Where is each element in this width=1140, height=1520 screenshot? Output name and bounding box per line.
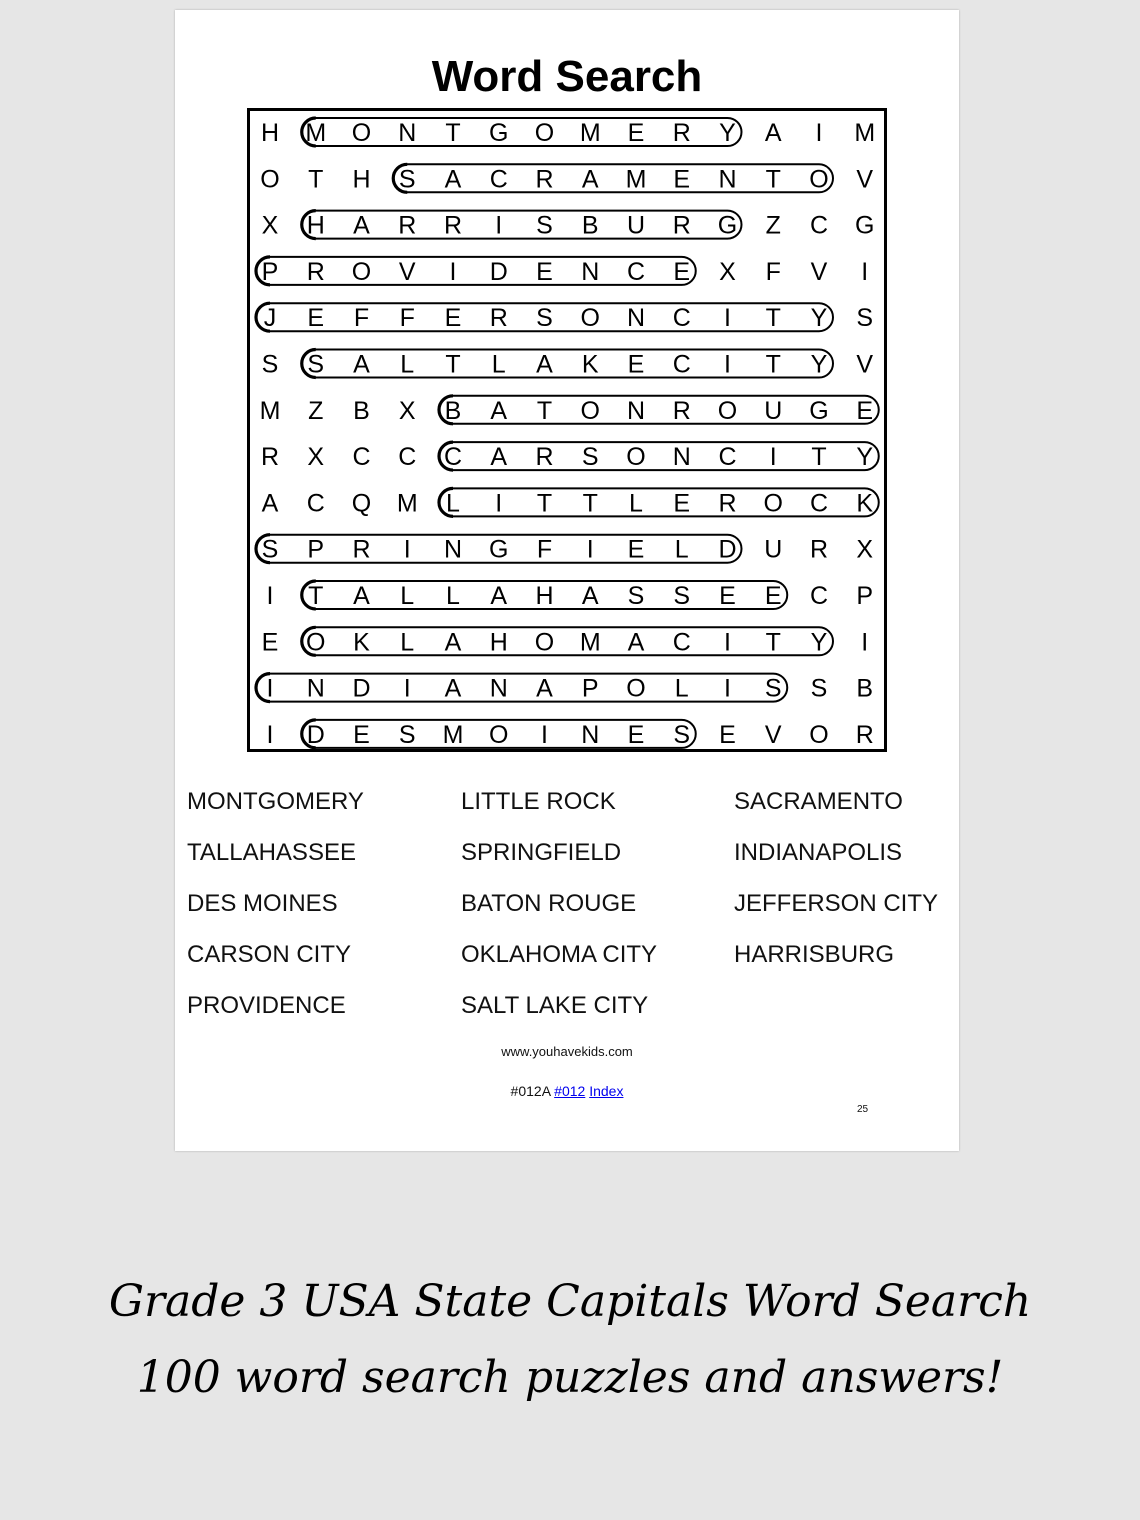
grid-letter: U	[764, 396, 783, 425]
grid-canvas	[247, 108, 887, 752]
site-url: www.youhavekids.com	[501, 1044, 633, 1059]
answer-ring	[302, 350, 833, 378]
word-list-item: INDIANAPOLIS	[734, 839, 903, 866]
grid-letter: L	[674, 535, 689, 564]
grid-letter: E	[764, 582, 782, 610]
grid-letter: O	[763, 489, 783, 518]
grid-letter: Q	[351, 489, 372, 518]
grid-letter: R	[352, 535, 371, 564]
word-list-item: DES MOINES	[187, 890, 338, 917]
grid-letter: O	[809, 165, 829, 194]
grid-letter: E	[536, 257, 553, 286]
grid-letter: S	[398, 720, 416, 749]
grid-letter: R	[306, 257, 325, 286]
grid-letter: A	[353, 582, 370, 610]
grid-letter: O	[534, 628, 555, 657]
grid-letter: I	[495, 211, 503, 240]
grid-letter: B	[581, 211, 599, 240]
grid-letter: X	[856, 535, 874, 564]
grid-letter: I	[724, 628, 731, 657]
grid-letter: V	[856, 165, 874, 194]
grid-letter: P	[307, 535, 325, 564]
grid-letter: R	[809, 535, 829, 564]
grid-letter: F	[536, 535, 553, 564]
word-list-item: SACRAMENTO	[734, 788, 903, 815]
word-list-item: SPRINGFIELD	[461, 839, 622, 866]
grid-letter: A	[261, 489, 279, 518]
grid-letter: Y	[719, 119, 736, 147]
grid-letter: F	[353, 304, 370, 333]
grid-letter: M	[259, 396, 281, 425]
grid-letter: B	[444, 396, 462, 425]
grid-letter: E	[627, 350, 645, 379]
grid-letter: Y	[810, 304, 828, 333]
grid-letter: A	[444, 165, 462, 194]
grid-letter: H	[489, 628, 508, 657]
grid-letter: S	[673, 582, 691, 610]
word-list-item: CARSON CITY	[187, 941, 352, 968]
grid-letter: E	[673, 489, 691, 518]
grid-letter: R	[855, 720, 874, 749]
word-list-item: TALLAHASSEE	[187, 839, 356, 866]
grid-letter: N	[626, 396, 646, 425]
index-link[interactable]: Index	[589, 1083, 624, 1099]
grid-letter: S	[627, 582, 645, 610]
grid-letter: R	[260, 443, 280, 472]
grid-letter: E	[261, 628, 279, 657]
grid-letter: O	[351, 119, 372, 147]
grid-letter: O	[580, 304, 600, 333]
grid-letter: Z	[765, 211, 781, 240]
grid-letter: C	[489, 165, 508, 194]
grid-letter: N	[306, 674, 325, 703]
grid-letter: R	[718, 489, 737, 518]
grid-letter: L	[400, 350, 415, 379]
grid-letter: D	[306, 720, 325, 749]
grid-letter: K	[581, 350, 599, 379]
word-list-item: LITTLE ROCK	[461, 788, 616, 815]
word-list	[187, 776, 957, 1036]
answer-ring	[302, 627, 833, 655]
grid-letter: E	[353, 720, 370, 749]
grid-letter: E	[444, 304, 462, 333]
grid-letter: P	[856, 582, 874, 610]
grid-letter: E	[307, 304, 325, 333]
grid-letter: A	[444, 628, 462, 657]
grid-letter: G	[855, 211, 875, 240]
grid-letter: I	[724, 304, 731, 333]
page-title: Word Search	[431, 52, 703, 101]
answer-ring	[256, 674, 787, 702]
grid-letter: T	[308, 582, 324, 610]
caption-line-2: 100 word search puzzles and answers!	[136, 1352, 1004, 1403]
word-list-item: JEFFERSON CITY	[734, 890, 939, 917]
grid-letter: C	[672, 304, 691, 333]
grid-letter: M	[579, 628, 601, 657]
grid-letter: M	[396, 489, 418, 518]
grid-letter: E	[627, 119, 645, 147]
word-list-item: OKLAHOMA CITY	[461, 941, 658, 968]
grid-letter: I	[449, 257, 457, 286]
grid-letter: F	[765, 257, 781, 286]
grid-letter: A	[444, 674, 462, 703]
grid-letter: H	[306, 211, 325, 240]
grid-letter: O	[626, 674, 646, 703]
grid-letter: S	[856, 304, 874, 333]
grid-letter: I	[266, 720, 274, 749]
grid-letter: C	[352, 443, 371, 472]
grid-letter: T	[308, 165, 324, 194]
grid-letter: N	[718, 165, 737, 194]
grid-letter: A	[581, 582, 599, 610]
grid-letter: I	[586, 535, 594, 564]
grid-letter: C	[672, 628, 691, 657]
grid-letter: O	[809, 720, 829, 749]
grid-letter: M	[305, 119, 327, 147]
grid-letter: U	[764, 535, 783, 564]
grid-letter: J	[263, 304, 277, 333]
grid-letter: E	[673, 165, 691, 194]
grid-letter: L	[446, 489, 460, 518]
grid-letter: E	[856, 396, 874, 425]
grid-letter: A	[581, 165, 599, 194]
grid-letter: B	[353, 396, 370, 425]
page-number: 25	[857, 1104, 869, 1115]
grid-letter: H	[352, 165, 371, 194]
grid-letter: N	[581, 257, 600, 286]
grid-letter: K	[353, 628, 370, 657]
grid-letter: A	[536, 674, 553, 703]
grid-letter: E	[719, 582, 736, 610]
grid-letter: T	[536, 396, 553, 425]
grid-letter: C	[398, 443, 417, 472]
grid-letter: X	[261, 211, 279, 240]
grid-letter: M	[854, 119, 876, 147]
grid-letter: S	[810, 674, 828, 703]
grid-letter: R	[535, 443, 554, 472]
grid-letter: I	[266, 674, 274, 703]
grid-letter: A	[490, 396, 508, 425]
grid-letter: C	[443, 443, 463, 472]
word-list-item: HARRISBURG	[734, 941, 895, 968]
grid-letter: T	[765, 165, 781, 194]
worksheet-page	[175, 10, 959, 1151]
grid-letter: I	[724, 350, 731, 379]
grid-letter: D	[352, 674, 371, 703]
grid-letter: G	[809, 396, 829, 425]
grid-letter: S	[307, 350, 325, 379]
grid-letter: S	[673, 720, 691, 749]
grid-letter: H	[535, 582, 554, 610]
puzzle-link[interactable]: #012	[554, 1083, 586, 1099]
grid-letter: E	[627, 535, 645, 564]
grid-letter: L	[674, 674, 689, 703]
grid-letter: Y	[810, 628, 828, 657]
grid-letter: L	[629, 489, 643, 518]
caption-line-1: Grade 3 USA State Capitals Word Search	[108, 1276, 1032, 1327]
grid-letter: D	[489, 257, 508, 286]
grid-letter: N	[581, 720, 600, 749]
grid-letter: F	[399, 304, 415, 333]
grid-letter: R	[398, 211, 417, 240]
grid-letter: N	[672, 443, 691, 472]
grid-letter: I	[495, 489, 503, 518]
grid-letter: I	[541, 720, 548, 749]
grid-letter: S	[536, 211, 553, 240]
grid-letter: M	[625, 165, 647, 194]
grid-letter: T	[536, 489, 553, 518]
grid-letter: N	[443, 535, 463, 564]
grid-letter: Y	[810, 350, 828, 379]
grid-letter: R	[672, 396, 691, 425]
grid-letter: A	[353, 350, 370, 379]
grid-letter: L	[491, 350, 506, 379]
grid-letter: C	[626, 257, 646, 286]
grid-letter: S	[261, 350, 279, 379]
grid-letter: T	[582, 489, 598, 518]
grid-letter: K	[856, 489, 874, 518]
grid-letter: A	[490, 582, 508, 610]
grid-letter: L	[400, 582, 415, 610]
grid-letter: R	[672, 119, 691, 147]
grid-letter: O	[306, 628, 326, 657]
grid-letter: P	[261, 257, 279, 286]
grid-letter: C	[306, 489, 325, 518]
grid-letter: I	[403, 674, 411, 703]
grid-letter: A	[764, 119, 782, 147]
footer-nav	[175, 1083, 959, 1099]
word-search-grid	[247, 108, 887, 752]
grid-letter: L	[446, 582, 460, 610]
grid-letter: R	[672, 211, 691, 240]
grid-letter: C	[809, 582, 829, 610]
grid-letter: I	[861, 628, 869, 657]
grid-letter: L	[400, 628, 415, 657]
grid-letter: G	[717, 211, 738, 240]
grid-letter: I	[266, 582, 274, 610]
grid-letter: T	[765, 350, 781, 379]
grid-letter: T	[765, 628, 781, 657]
grid-letter: T	[811, 443, 827, 472]
grid-letter: I	[815, 119, 823, 147]
grid-letter: A	[627, 628, 645, 657]
grid-letter: V	[764, 720, 782, 749]
grid-letter: O	[534, 119, 555, 147]
grid-letter: N	[626, 304, 646, 333]
grid-letter: G	[489, 119, 509, 147]
grid-letter: U	[626, 211, 646, 240]
puzzle-code: #012A	[510, 1083, 551, 1099]
grid-letter: X	[398, 396, 416, 425]
grid-letter: O	[489, 720, 509, 749]
grid-letter: D	[718, 535, 737, 564]
grid-letter: V	[398, 257, 416, 286]
grid-letter: E	[673, 257, 691, 286]
grid-letter: X	[307, 443, 325, 472]
grid-letter: S	[764, 674, 782, 703]
grid-letter: S	[536, 304, 553, 333]
grid-letter: N	[489, 674, 508, 703]
grid-letter: S	[581, 443, 599, 472]
grid-letter: H	[260, 119, 280, 147]
grid-letter: I	[861, 257, 869, 286]
grid-letter: X	[719, 257, 736, 286]
grid-letter: O	[626, 443, 646, 472]
grid-letter: O	[351, 257, 372, 286]
word-list-item: MONTGOMERY	[187, 788, 364, 815]
grid-letter: G	[489, 535, 509, 564]
grid-letter: O	[580, 396, 600, 425]
grid-letter: R	[489, 304, 508, 333]
grid-letter: N	[398, 119, 417, 147]
grid-letter: Y	[856, 443, 874, 472]
grid-letter: T	[445, 350, 461, 379]
grid-letter: I	[724, 674, 731, 703]
grid-letter: C	[718, 443, 737, 472]
grid-letter: E	[627, 720, 645, 749]
grid-letter: Z	[308, 396, 324, 425]
word-list-item: SALT LAKE CITY	[461, 992, 649, 1019]
grid-letter: A	[353, 211, 370, 240]
grid-letter: O	[260, 165, 280, 194]
grid-letter: V	[856, 350, 874, 379]
grid-letter: P	[581, 674, 599, 703]
grid-letter: C	[809, 211, 829, 240]
grid-letter: E	[719, 720, 736, 749]
grid-letter: M	[442, 720, 464, 749]
grid-letter: B	[856, 674, 874, 703]
grid-letter: O	[717, 396, 738, 425]
grid-letter: I	[769, 443, 777, 472]
grid-letter: R	[443, 211, 463, 240]
grid-letter: A	[536, 350, 553, 379]
grid-letter: I	[403, 535, 411, 564]
grid-letter: C	[672, 350, 691, 379]
grid-letter: A	[490, 443, 508, 472]
word-list-item: PROVIDENCE	[187, 992, 346, 1019]
grid-letter: T	[765, 304, 781, 333]
grid-letter: V	[810, 257, 828, 286]
grid-letter: C	[809, 489, 829, 518]
grid-letter: M	[579, 119, 601, 147]
grid-letter: R	[535, 165, 554, 194]
grid-letter: S	[398, 165, 416, 194]
grid-letter: T	[445, 119, 461, 147]
grid-letter: S	[261, 535, 279, 564]
word-list-item: BATON ROUGE	[461, 890, 637, 917]
